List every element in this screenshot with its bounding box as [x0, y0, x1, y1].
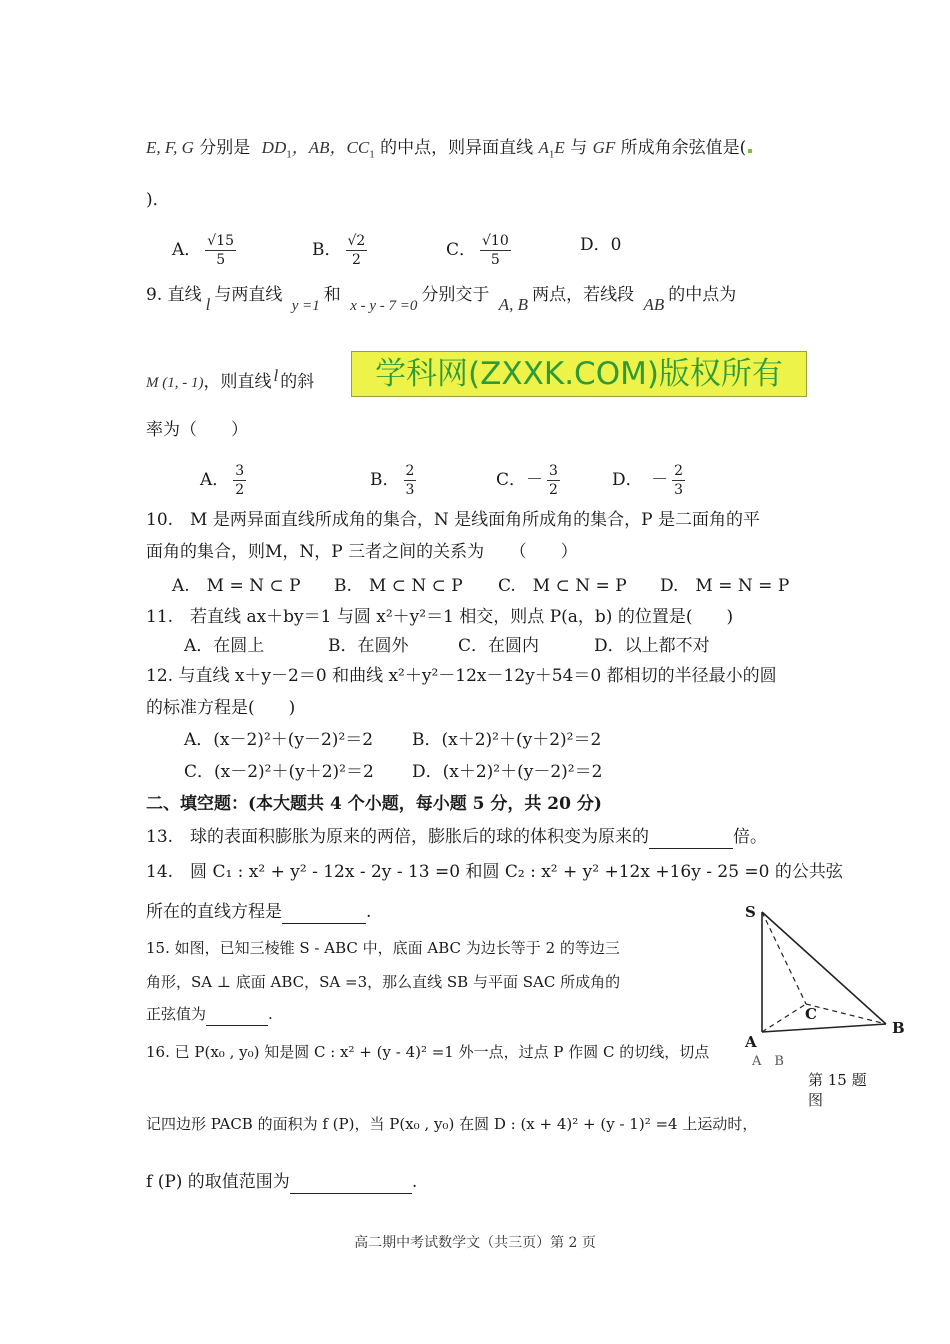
q13-answer-blank[interactable]	[649, 830, 733, 849]
q9-option-c: C．－ $\frac{3}{2}$	[496, 463, 558, 498]
q10-line2: 面角的集合，则M，N，P 三者之间的关系为 （ ）	[146, 542, 578, 562]
q11-option-c: C．在圆内	[458, 636, 540, 656]
q16-answer-blank[interactable]	[290, 1175, 412, 1194]
edge-sb	[762, 912, 886, 1024]
edge-ab	[762, 1024, 886, 1032]
q10-option-b: B. M ⊂ N ⊂ P	[334, 576, 463, 596]
q8-text2: 的中点，则异面直线	[380, 138, 534, 158]
q12-line2: 的标准方程是( )	[146, 698, 296, 718]
page-footer: 高二期中考试数学文（共三页）第 2 页	[354, 1235, 596, 1251]
q8-option-a: A． $\frac{√15}{5}$	[172, 233, 235, 268]
q12-option-a: A．(x－2)²＋(y－2)²＝2	[184, 730, 374, 750]
q9-line1: 9. 直线 l 与两直线 y =1和 x - y - 7 =0分别交于 A, B 两点，若线段 AB 的中点为	[146, 285, 737, 314]
q14-line2: 所在的直线方程是 .	[146, 902, 372, 922]
q10-option-d: D. M = N = P	[660, 576, 790, 596]
q8-a1: A	[538, 138, 549, 157]
q8-text3: 与	[570, 138, 588, 158]
q10-option-c: C. M ⊂ N = P	[498, 576, 627, 596]
q14-answer-blank[interactable]	[282, 905, 366, 924]
edge-sc-hidden	[762, 912, 806, 1004]
q8-e: E	[554, 138, 565, 157]
q12-option-b: B．(x＋2)²＋(y＋2)²＝2	[412, 730, 602, 750]
q8-option-d: D．0	[580, 235, 622, 255]
q8-text1: 分别是	[199, 138, 251, 158]
q16-line3: f (P) 的取值范围为 .	[146, 1172, 418, 1192]
figure-caption-1: 第 15 题	[808, 1071, 867, 1089]
q12-line1: 12. 与直线 x＋y－2＝0 和曲线 x²＋y²－12x－12y＋54＝0 都相切的半径最小的圆	[146, 666, 777, 686]
section2-heading: 二、填空题：(本大题共 4 个小题，每小题 5 分，共 20 分)	[146, 794, 602, 814]
figure-label-s: S	[745, 903, 756, 921]
q8-line2: )．	[146, 190, 170, 210]
q16-line1: 16. 已 P(x₀ , y₀) 知是圆 C : x² + (y - 4)² =1 外一点，过点 P 作圆 C 的切线，切点	[146, 1043, 710, 1061]
q9-option-b: B． $\frac{2}{3}$	[370, 463, 415, 498]
q10-option-a: A. M = N ⊂ P	[172, 576, 301, 596]
q10-line1: 10. M 是两异面直线所成角的集合，N 是线面角所成角的集合，P 是二面角的平	[146, 510, 760, 530]
q11-option-b: B．在圆外	[328, 636, 409, 656]
q8-option-c: C． $\frac{√10}{5}$	[446, 233, 509, 268]
q8-dd: DD	[261, 138, 287, 157]
q11-option-d: D．以上都不对	[594, 636, 710, 656]
q15-line3: 正弦值为 .	[146, 1002, 273, 1026]
q12-option-c: C．(x－2)²＋(y＋2)²＝2	[184, 762, 374, 782]
figure-label-b: B	[892, 1019, 905, 1037]
q15-line2: 角形，SA ⊥ 底面 ABC，SA =3，那么直线 SB 与平面 SAC 所成角的	[146, 973, 621, 991]
q9-line2: M (1, - 1)，则直线 l 的斜	[146, 366, 315, 392]
q12-option-d: D．(x＋2)²＋(y－2)²＝2	[412, 762, 603, 782]
q15-answer-blank[interactable]	[206, 1007, 268, 1026]
q8-vars: E, F, G	[146, 138, 194, 157]
watermark-banner: 学科网(ZXXK.COM)版权所有	[351, 351, 807, 397]
q9-option-d: D． － $\frac{2}{3}$	[612, 463, 684, 498]
q11-line1: 11. 若直线 ax＋by＝1 与圆 x²＋y²＝1 相交，则点 P(a，b) 的位置是( )	[146, 607, 734, 627]
q11-option-a: A．在圆上	[184, 636, 265, 656]
figure-caption-2: 图	[808, 1091, 824, 1109]
q8-ab-cc: ，AB，CC	[291, 138, 370, 157]
q16-line2: 记四边形 PACB 的面积为 f (P)，当 P(x₀ , y₀) 在圆 D : (x + 4)² + (y - 1)² =4 上运动时，	[146, 1115, 758, 1133]
pyramid-figure	[740, 900, 920, 1070]
figure-overlap-labels: A B	[752, 1054, 784, 1069]
q8-text4: 所成角余弦值是(	[620, 138, 747, 158]
q15-line1: 15. 如图，已知三棱锥 S - ABC 中，底面 ABC 为边长等于 2 的等边三	[146, 939, 620, 957]
q9-line3: 率为（ ）	[146, 420, 248, 440]
edge-ac-hidden	[762, 1004, 806, 1032]
figure-label-a: A	[745, 1033, 757, 1051]
q9-option-a: A． $\frac{3}{2}$	[200, 463, 245, 498]
q13-line: 13. 球的表面积膨胀为原来的两倍，膨胀后的球的体积变为原来的 倍。	[146, 827, 768, 847]
green-dot-mark	[748, 149, 752, 153]
q8-gf: GF	[592, 138, 616, 157]
q8-option-b: B． $\frac{√2}{2}$	[312, 233, 366, 268]
q8-line1: E, F, G 分别是 $DD_1$，AB，$CC_1$ 的中点，则异面直线 $A_1E$ 与 GF 所成角余弦值是(	[146, 136, 752, 166]
q14-line1: 14. 圆 C₁ : x² + y² - 12x - 2y - 13 =0 和圆 C₂ : x² + y² +12x +16y - 25 =0 的公共弦	[146, 862, 843, 882]
figure-label-c: C	[805, 1005, 817, 1023]
